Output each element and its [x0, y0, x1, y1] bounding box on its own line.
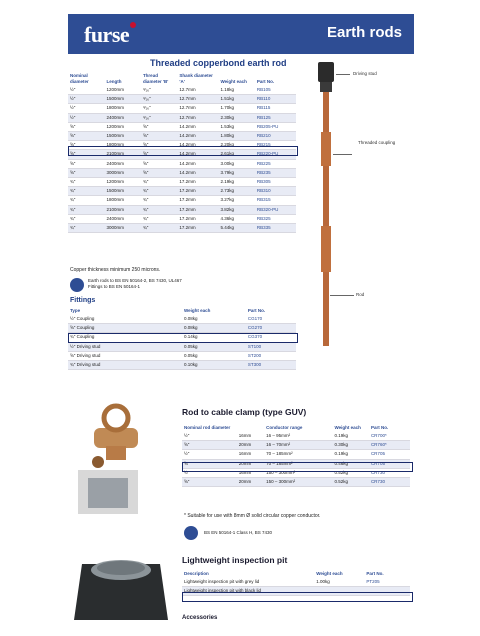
table-cell: 0.10kg: [182, 361, 246, 370]
pit-row-highlight: [182, 592, 413, 602]
table-cell: ¾": [68, 196, 104, 205]
table-cell: 14.2mm: [177, 122, 218, 131]
table-cell: ½": [68, 113, 104, 122]
table-cell: 1800mm: [104, 104, 140, 113]
table-cell: 2.19kg: [218, 178, 254, 187]
rods-standard-line: Earth rods to BS EN 50164-2, BS 7430, UL467: [88, 278, 182, 283]
table-cell: 0.30kg: [332, 441, 368, 450]
table-cell: ½": [182, 468, 237, 477]
table-cell: 1.00kg: [314, 578, 364, 587]
table-cell: 3.79kg: [218, 168, 254, 177]
table-row: [182, 432, 410, 441]
table-cell: 2.30kg: [218, 113, 254, 122]
table-row: [68, 86, 296, 95]
table-cell: 14.2mm: [177, 159, 218, 168]
table-cell: CR700*: [369, 432, 410, 441]
clamp-col-header: Conductor range: [266, 425, 303, 430]
header-banner: [68, 14, 414, 54]
table-cell: CG270: [246, 324, 296, 333]
table-row: [68, 342, 296, 351]
table-cell: RB335: [255, 224, 296, 233]
table-cell: RB125: [255, 113, 296, 122]
rod-row-highlight: [68, 146, 298, 156]
table-cell: 1.18kg: [218, 86, 254, 95]
table-cell: ½": [68, 95, 104, 104]
table-cell: 20mm: [237, 441, 264, 450]
table-row: [182, 478, 410, 487]
table-cell: 1500mm: [104, 95, 140, 104]
table-cell: 1800mm: [104, 141, 140, 150]
table-cell: 150 – 300mm²: [264, 478, 332, 487]
table-cell: 17.2mm: [177, 205, 218, 214]
table-cell: ⅝": [141, 141, 177, 150]
table-cell: ⅝" Driving stud: [68, 351, 182, 360]
fittings-col-header: Part No.: [247, 308, 266, 313]
table-cell: RB235: [255, 168, 296, 177]
table-cell: 14.2mm: [177, 150, 218, 159]
table-cell: RB310: [255, 187, 296, 196]
table-cell: ⁹⁄₁₆": [141, 113, 177, 122]
table-cell: 3000mm: [104, 224, 140, 233]
clamp-col-header: Part No.: [370, 425, 389, 430]
table-cell: ⁹⁄₁₆": [141, 95, 177, 104]
table-cell: ¾": [141, 196, 177, 205]
table-cell: 12.7mm: [177, 113, 218, 122]
pit-col-header: Description: [184, 571, 209, 576]
table-cell: 1.80kg: [218, 132, 254, 141]
table-cell: 0.08kg: [182, 315, 246, 324]
coupling-leader: [333, 154, 352, 155]
table-cell: ¾": [141, 224, 177, 233]
table-cell: RB220-PU: [255, 150, 296, 159]
table-cell: 20mm: [237, 478, 264, 487]
table-cell: 14.2mm: [177, 168, 218, 177]
table-cell: Lightweight inspection pit with grey lid: [182, 578, 314, 587]
table-cell: 12.7mm: [177, 95, 218, 104]
table-cell: ⅝": [182, 478, 237, 487]
table-cell: 17.2mm: [177, 214, 218, 223]
table-cell: ⅝": [141, 159, 177, 168]
table-cell: RB305: [255, 178, 296, 187]
table-cell: 1.70kg: [218, 104, 254, 113]
table-cell: RB325: [255, 214, 296, 223]
table-row: [68, 214, 296, 223]
table-cell: ¾": [68, 178, 104, 187]
brand-logo: furse: [84, 22, 130, 47]
table-cell: 5.44kg: [218, 224, 254, 233]
table-cell: RB110: [255, 95, 296, 104]
table-cell: 16 – 70mm²: [264, 441, 332, 450]
table-cell: 1200mm: [104, 178, 140, 187]
table-cell: 70 – 185mm²: [264, 459, 332, 468]
clamp-note: * Suitable for use with 8mm Ø solid circular copper conductor.: [184, 513, 321, 519]
table-cell: ½": [68, 104, 104, 113]
table-cell: ½": [182, 432, 237, 441]
table-cell: 12.7mm: [177, 104, 218, 113]
table-cell: 150 – 300mm²: [264, 468, 332, 477]
table-row: [182, 578, 410, 587]
table-row: [68, 187, 296, 196]
table-cell: ⅝": [68, 132, 104, 141]
pit-section-title: Lightweight inspection pit: [182, 555, 288, 565]
table-cell: ST100: [246, 342, 296, 351]
table-row: [68, 224, 296, 233]
table-row: [68, 324, 296, 333]
table-cell: CR705: [369, 450, 410, 459]
table-cell: ½" Driving stud: [68, 342, 182, 351]
table-cell: 2.20kg: [218, 141, 254, 150]
table-cell: 17.2mm: [177, 178, 218, 187]
table-cell: RB115: [255, 104, 296, 113]
table-cell: ⁹⁄₁₆": [141, 104, 177, 113]
table-cell: 3.00kg: [218, 159, 254, 168]
table-row: [68, 315, 296, 324]
table-cell: ¾": [68, 224, 104, 233]
clamp-table: [182, 424, 410, 487]
table-cell: RB320-PU: [255, 205, 296, 214]
table-cell: 3.27kg: [218, 196, 254, 205]
table-cell: 0.05kg: [182, 351, 246, 360]
table-cell: ½": [68, 86, 104, 95]
clamp-standards-badge-icon: [184, 526, 198, 540]
table-row: [68, 104, 296, 113]
catalogue-page: [68, 14, 414, 626]
clamp-standard-line: BS EN 50164-1 Class H, BS 7430: [204, 530, 273, 535]
table-cell: 2100mm: [104, 205, 140, 214]
table-cell: 0.19kg: [332, 450, 368, 459]
table-cell: 14.2mm: [177, 141, 218, 150]
table-cell: 0.08kg: [182, 324, 246, 333]
earth-rod-illustration: [308, 56, 348, 356]
table-cell: 1500mm: [104, 132, 140, 141]
pit-col-header: Part No.: [366, 571, 384, 576]
fittings-section-title: Fittings: [70, 297, 96, 304]
table-cell: ¾": [68, 214, 104, 223]
table-cell: 0.05kg: [182, 342, 246, 351]
table-cell: ⅝": [68, 122, 104, 131]
table-cell: PT205: [364, 578, 410, 587]
table-cell: ⅝": [68, 141, 104, 150]
table-cell: CR730: [369, 468, 410, 477]
table-cell: RB225: [255, 159, 296, 168]
table-cell: ⅝": [182, 441, 237, 450]
table-cell: 16mm: [237, 450, 264, 459]
rod-leader: [330, 295, 354, 296]
inspection-pit-photo: [68, 546, 176, 626]
page-title: Earth rods: [326, 24, 402, 41]
clamp-col-header: Nominal rod diameter: [184, 425, 231, 430]
table-cell: 1800mm: [104, 196, 140, 205]
cable-clamp-photo: [68, 400, 176, 520]
fittings-standard-line: Fittings to BS EN 50164-1: [88, 284, 141, 289]
table-cell: ST300: [246, 361, 296, 370]
table-cell: 2100mm: [104, 150, 140, 159]
table-cell: 1200mm: [104, 122, 140, 131]
table-cell: 1200mm: [104, 86, 140, 95]
table-cell: CR705: [369, 459, 410, 468]
rods-section-title: Threaded copperbond earth rod: [150, 58, 287, 68]
table-cell: ¾": [141, 187, 177, 196]
table-cell: ¾": [141, 214, 177, 223]
table-cell: CR730: [369, 478, 410, 487]
fittings-col-header: Weight each: [184, 308, 211, 313]
table-cell: RB315: [255, 196, 296, 205]
rod-label: Rod: [356, 292, 365, 297]
table-row: [68, 168, 296, 177]
threaded-coupling-label: Threaded coupling: [358, 140, 396, 145]
logo-dot: [130, 22, 136, 28]
table-row: [68, 351, 296, 360]
table-row: [68, 122, 296, 131]
table-cell: ¾": [141, 178, 177, 187]
table-row: [68, 196, 296, 205]
table-cell: ¾" Driving stud: [68, 361, 182, 370]
table-cell: 70 – 185mm²: [264, 450, 332, 459]
standards-badge-icon: [70, 278, 84, 292]
clamp-col-header: Weight each: [334, 425, 361, 430]
rods-col-header: Length: [106, 79, 122, 84]
table-cell: 16 – 95mm²: [264, 432, 332, 441]
fitting-row-highlight: [68, 333, 298, 343]
table-cell: ½" Coupling: [68, 315, 182, 324]
table-cell: ⅝" Coupling: [68, 324, 182, 333]
table-row: [68, 205, 296, 214]
table-cell: RB210: [255, 132, 296, 141]
clamp-section-title: Rod to cable clamp (type GUV): [182, 407, 307, 417]
table-cell: 0.46kg: [332, 459, 368, 468]
table-cell: ¾": [141, 205, 177, 214]
table-cell: 0.14kg: [182, 333, 246, 342]
rods-col-header: Shank diameter 'A': [179, 73, 213, 84]
table-cell: RB205-PU: [255, 122, 296, 131]
table-cell: 2400mm: [104, 159, 140, 168]
table-cell: 14.2mm: [177, 132, 218, 141]
table-cell: ⅝": [68, 168, 104, 177]
table-cell: ¾": [68, 205, 104, 214]
table-row: [68, 132, 296, 141]
table-cell: 17.2mm: [177, 196, 218, 205]
table-cell: ⅝": [141, 168, 177, 177]
copper-thickness-note: Copper thickness minimum 250 microns.: [70, 267, 161, 273]
driving-stud-leader: [336, 74, 350, 75]
table-cell: ⅝": [68, 150, 104, 159]
table-cell: ⅝": [141, 150, 177, 159]
table-cell: 4.36kg: [218, 214, 254, 223]
table-row: [68, 178, 296, 187]
fittings-col-header: Type: [70, 308, 81, 313]
pit-col-header: Weight each: [316, 571, 343, 576]
table-cell: 1.53kg: [218, 122, 254, 131]
table-cell: ¾" Coupling: [68, 333, 182, 342]
table-cell: 0.52kg: [332, 468, 368, 477]
table-row: [182, 450, 410, 459]
table-cell: 2400mm: [104, 113, 140, 122]
table-cell: ½": [182, 450, 237, 459]
table-cell: 0.19kg: [332, 432, 368, 441]
driving-stud-label: Driving stud: [353, 71, 377, 76]
table-cell: ¾": [68, 187, 104, 196]
rods-col-header: Thread diameter 'B': [142, 73, 169, 84]
table-cell: 20mm: [237, 459, 264, 468]
table-cell: 0.52kg: [332, 478, 368, 487]
table-cell: ⅝": [141, 122, 177, 131]
table-row: [68, 113, 296, 122]
table-cell: ST200: [246, 351, 296, 360]
table-cell: RB215: [255, 141, 296, 150]
table-cell: 2.61kg: [218, 150, 254, 159]
table-cell: RB105: [255, 86, 296, 95]
clamp-row-highlight: [182, 462, 413, 472]
table-row: [68, 361, 296, 370]
table-cell: ⅝": [68, 159, 104, 168]
table-cell: 2400mm: [104, 214, 140, 223]
table-cell: 3000mm: [104, 168, 140, 177]
rods-col-header: Part No.: [256, 79, 275, 84]
table-cell: 1.51kg: [218, 95, 254, 104]
table-cell: 3.82kg: [218, 205, 254, 214]
table-cell: 16mm: [237, 468, 264, 477]
table-row: [68, 95, 296, 104]
table-cell: CG370: [246, 333, 296, 342]
clamp-col-header: [237, 424, 264, 432]
accessories-title: Accessories: [182, 615, 218, 621]
table-cell: 1500mm: [104, 187, 140, 196]
table-cell: Lightweight inspection pit with black lid: [182, 587, 314, 596]
table-cell: 17.2mm: [177, 187, 218, 196]
rods-col-header: Weight each: [220, 79, 247, 84]
table-cell: 12.7mm: [177, 86, 218, 95]
table-cell: CG170: [246, 315, 296, 324]
table-row: [68, 159, 296, 168]
table-cell: ⁹⁄₁₆": [141, 86, 177, 95]
table-cell: ⅝": [141, 132, 177, 141]
table-row: [182, 441, 410, 450]
table-cell: ⅝": [182, 459, 237, 468]
table-cell: 16mm: [237, 432, 264, 441]
table-cell: 17.2mm: [177, 224, 218, 233]
table-cell: CR760*: [369, 441, 410, 450]
rods-col-header: Nominal diameter: [70, 73, 89, 84]
table-cell: 2.73kg: [218, 187, 254, 196]
